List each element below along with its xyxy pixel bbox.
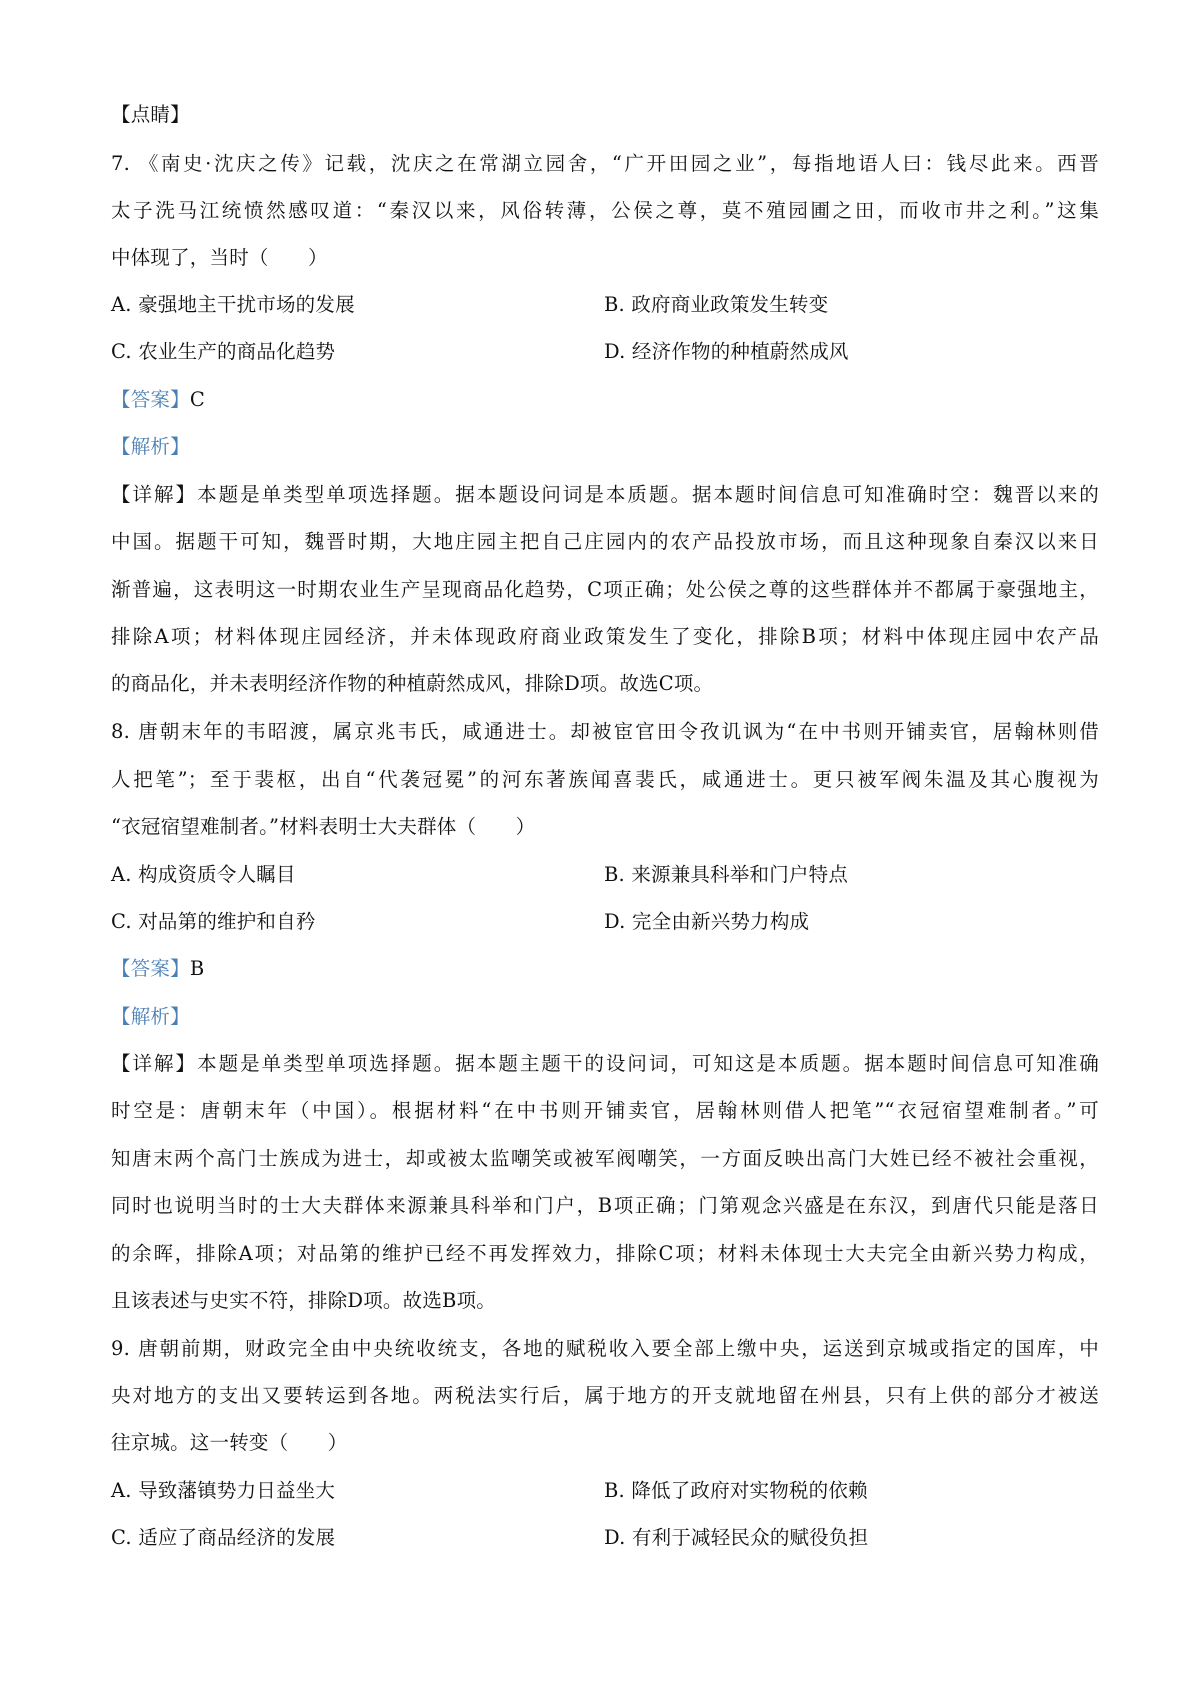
q8-option-d: D. 完全由新兴势力构成 bbox=[604, 910, 810, 933]
answer-value: C bbox=[189, 388, 205, 411]
q8-analysis-label: 【解析】 bbox=[111, 1005, 190, 1028]
q9-option-b: B. 降低了政府对实物税的依赖 bbox=[604, 1479, 868, 1502]
q8-detail-line-5: 的余晖，排除A项；对品第的维护已经不再发挥效力，排除C项；材料未体现士大夫完全由新兴势力构成， bbox=[111, 1242, 1099, 1265]
q9-option-c: C. 适应了商品经济的发展 bbox=[111, 1526, 336, 1549]
q7-stem-line-1: 7. 《南史·沈庆之传》记载，沈庆之在常湖立园舍，“广开田园之业”，每指地语人曰：钱尽此来。西晋 bbox=[111, 152, 1099, 175]
q7-option-b: B. 政府商业政策发生转变 bbox=[604, 293, 829, 316]
q9-stem-line-2: 央对地方的支出又要转运到各地。两税法实行后，属于地方的开支就地留在州县，只有上供的部分才被送 bbox=[111, 1384, 1099, 1407]
q8-option-a: A. 构成资质令人瞩目 bbox=[111, 863, 296, 886]
q8-detail-line-2: 时空是：唐朝末年（中国）。根据材料“在中书则开铺卖官，居翰林则借人把笔”“衣冠宿望难制者。”可 bbox=[111, 1099, 1099, 1122]
q7-detail-line-5: 的商品化，并未表明经济作物的种植蔚然成风，排除D项。故选C项。 bbox=[111, 672, 714, 695]
q7-stem-line-2: 太子洗马江统愤然感叹道：“秦汉以来，风俗转薄，公侯之尊，莫不殖园圃之田，而收市井之利。”这集 bbox=[111, 199, 1099, 222]
q8-option-c: C. 对品第的维护和自矜 bbox=[111, 910, 316, 933]
q7-stem-line-3: 中体现了，当时（ ） bbox=[111, 246, 328, 269]
q9-option-a: A. 导致藩镇势力日益坐大 bbox=[111, 1479, 336, 1502]
q8-detail-line-4: 同时也说明当时的士大夫群体来源兼具科举和门户，B项正确；门第观念兴盛是在东汉，到唐代只能是落日 bbox=[111, 1194, 1099, 1217]
q7-analysis-label: 【解析】 bbox=[111, 435, 190, 458]
q8-detail-line-6: 且该表述与史实不符，排除D项。故选B项。 bbox=[111, 1289, 496, 1312]
q9-stem-line-3: 往京城。这一转变（ ） bbox=[111, 1431, 348, 1454]
q9-option-d: D. 有利于减轻民众的赋役负担 bbox=[604, 1526, 869, 1549]
answer-label: 【答案】 bbox=[111, 388, 190, 411]
q7-detail-line-1: 【详解】本题是单类型单项选择题。据本题设问词是本质题。据本题时间信息可知准确时空：魏晋以来的 bbox=[111, 483, 1099, 506]
section-heading-dianjing: 【点睛】 bbox=[111, 103, 190, 126]
q8-stem-line-2: 人把笔”；至于裴枢，出自“代袭冠冕”的河东著族闻喜裴氏，咸通进士。更只被军阀朱温及其心腹视为 bbox=[111, 768, 1099, 791]
answer-value: B bbox=[189, 957, 205, 980]
q8-detail-line-1: 【详解】本题是单类型单项选择题。据本题主题干的设问词，可知这是本质题。据本题时间信息可知准确 bbox=[111, 1052, 1099, 1075]
q8-detail-line-3: 知唐末两个高门士族成为进士，却或被太监嘲笑或被军阀嘲笑，一方面反映出高门大姓已经不被社会重视， bbox=[111, 1147, 1099, 1170]
q7-answer bbox=[111, 388, 205, 412]
q8-stem-line-1: 8. 唐朝末年的韦昭渡，属京兆韦氏，咸通进士。却被宦官田令孜讥讽为“在中书则开铺卖官，居翰林则借 bbox=[111, 720, 1099, 743]
q7-option-a: A. 豪强地主干扰市场的发展 bbox=[111, 293, 355, 316]
q7-option-c: C. 农业生产的商品化趋势 bbox=[111, 340, 336, 363]
q9-stem-line-1: 9. 唐朝前期，财政完全由中央统收统支，各地的赋税收入要全部上缴中央，运送到京城或指定的国库，中 bbox=[111, 1337, 1099, 1360]
q8-option-b: B. 来源兼具科举和门户特点 bbox=[604, 863, 849, 886]
q7-option-d: D. 经济作物的种植蔚然成风 bbox=[604, 340, 849, 363]
answer-label: 【答案】 bbox=[111, 957, 190, 980]
q8-answer bbox=[111, 957, 204, 981]
q8-stem-line-3: “衣冠宿望难制者。”材料表明士大夫群体（ ） bbox=[111, 815, 536, 838]
q7-detail-line-3: 渐普遍，这表明这一时期农业生产呈现商品化趋势，C项正确；处公侯之尊的这些群体并不都属于豪强地主， bbox=[111, 578, 1099, 601]
q7-detail-line-4: 排除A项；材料体现庄园经济，并未体现政府商业政策发生了变化，排除B项；材料中体现庄园中农产品 bbox=[111, 625, 1099, 648]
q7-detail-line-2: 中国。据题干可知，魏晋时期，大地庄园主把自己庄园内的农产品投放市场，而且这种现象自秦汉以来日 bbox=[111, 530, 1099, 553]
